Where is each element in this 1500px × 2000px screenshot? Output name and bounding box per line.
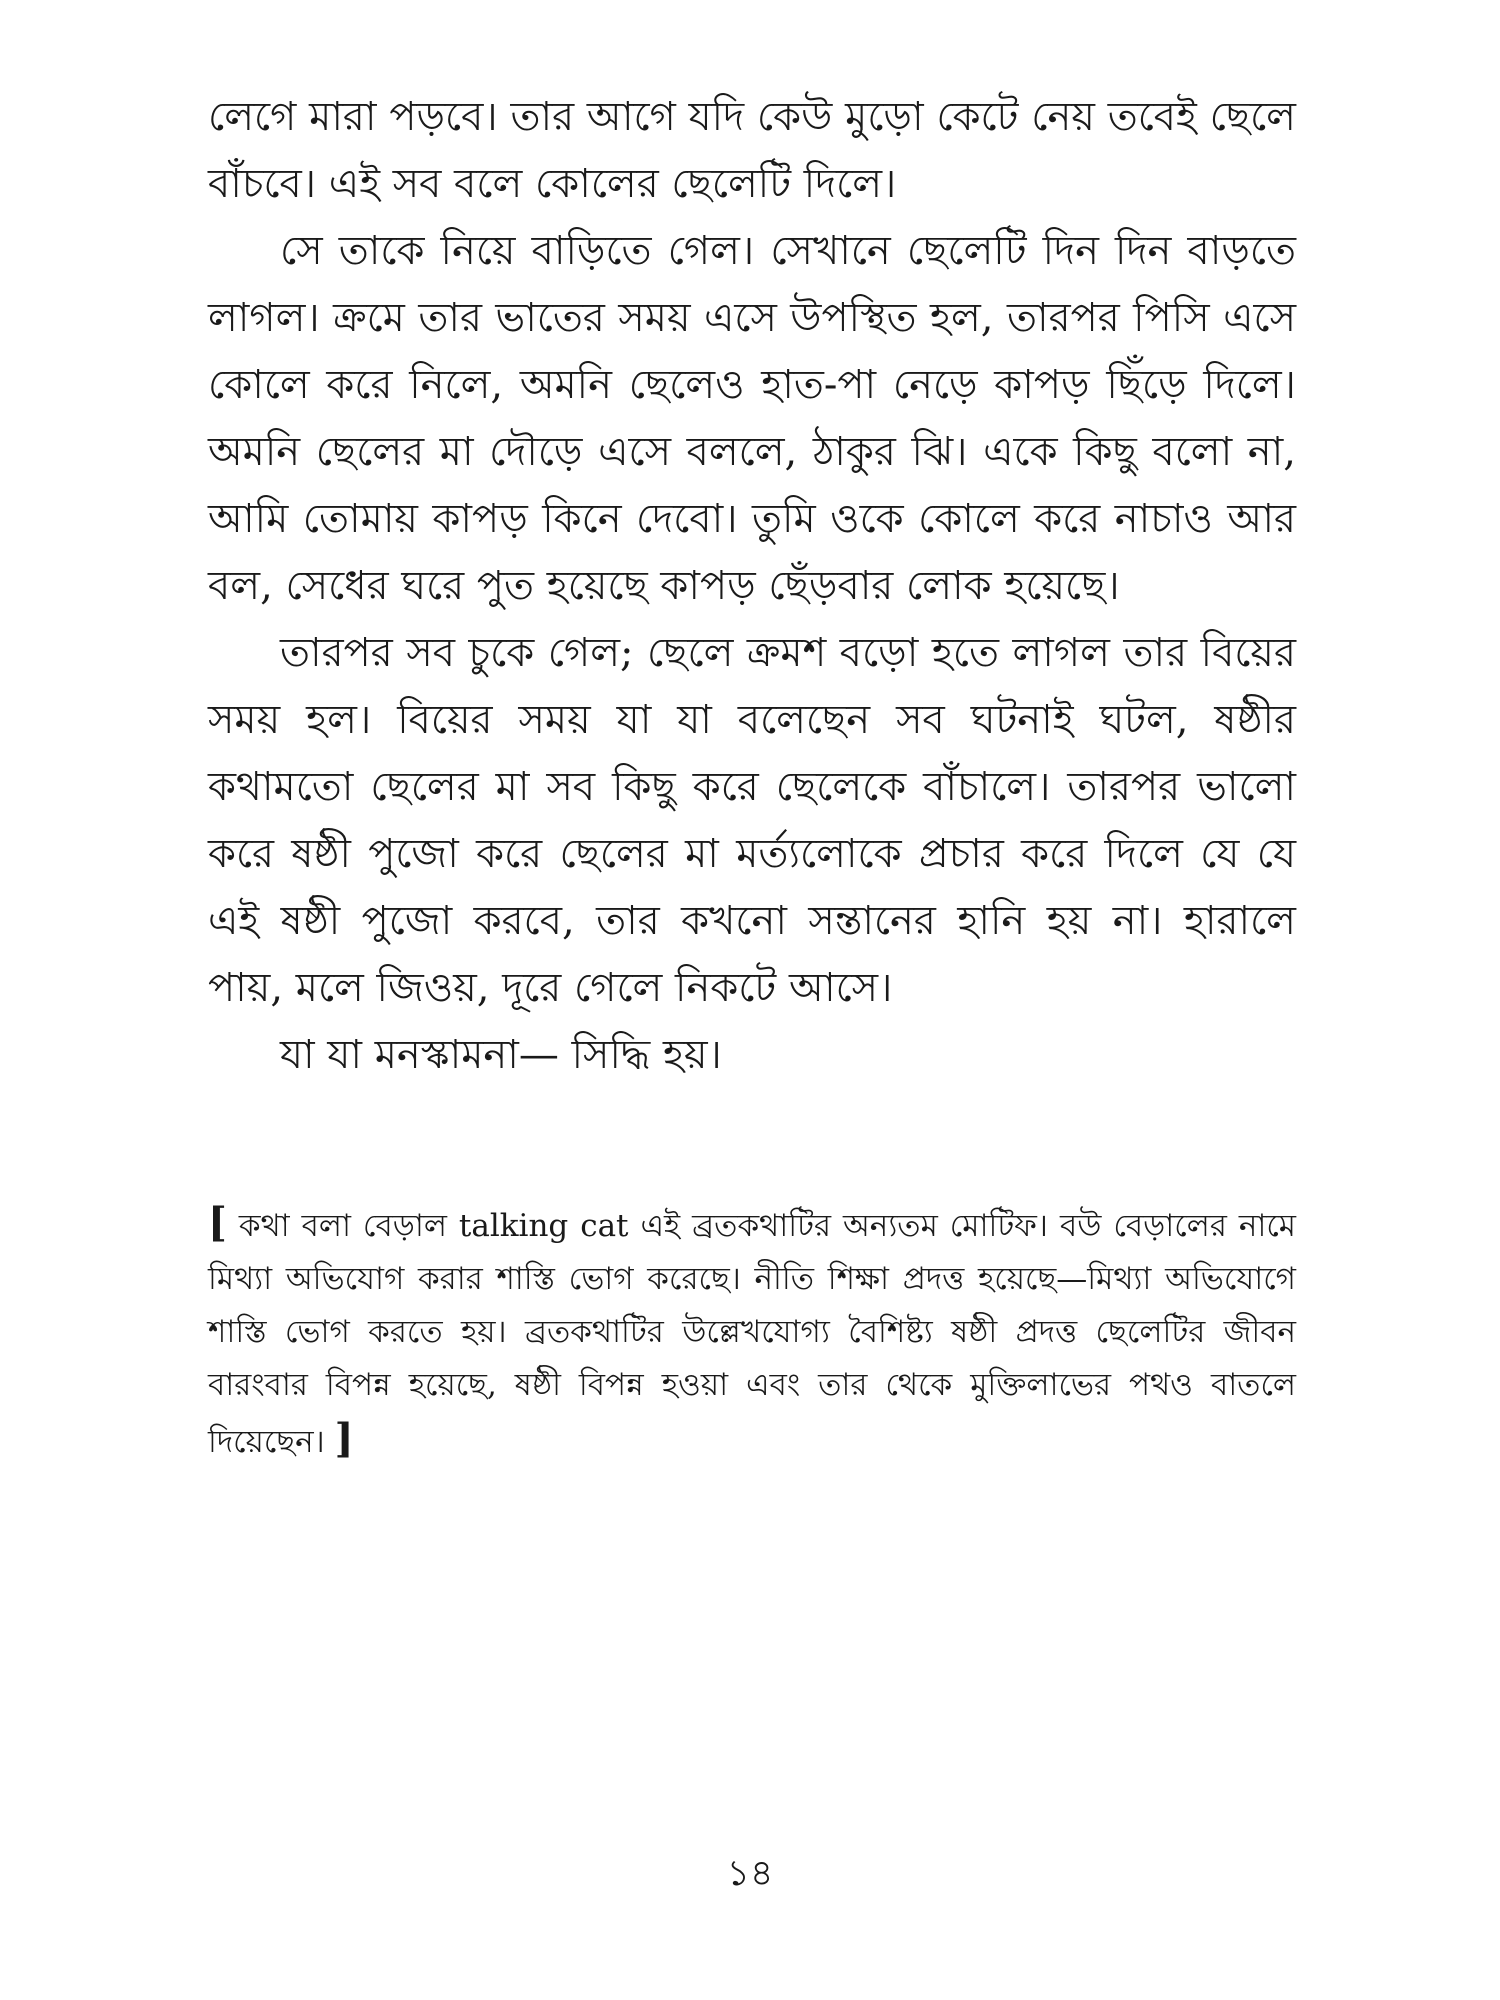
editorial-note [208, 1196, 1296, 1469]
paragraph-4: যা যা মনস্কামনা— সিদ্ধি হয়। [280, 1032, 722, 1078]
note-close-bracket: ] [334, 1415, 354, 1462]
paragraph-2: সে তাকে নিয়ে বাড়িতে গেল। সেখানে ছেলেটি দিন দিন বাড়তে লাগল। ক্রমে তার ভাতের সময় এসে উপস্থিত হল, তারপর পিসি এসে কোলে করে নিলে, অমনি ছেলেও হাত-পা নেড়ে কাপড় ছিঁড়ে দিলে। অমনি ছেলের মা দৌড়ে এসে বললে, ঠাকুর ঝি। একে কিছু বলো না, আমি তোমায় কাপড় কিনে দেবো। তুমি ওকে কোলে করে নাচাও আর বল, সেধের ঘরে পুত হয়েছে কাপড় ছেঁড়বার লোক হয়েছে। [208, 228, 1296, 609]
page-number: ১৪ [726, 1853, 774, 1894]
note-open-bracket: [ [208, 1199, 227, 1246]
main-text [208, 84, 1296, 1089]
paragraph-1: লেগে মারা পড়বে। তার আগে যদি কেউ মুড়ো কেটে নেয় তবেই ছেলে বাঁচবে। এই সব বলে কোলের ছেলেটি দিলে। [208, 94, 1296, 207]
paragraph-3: তারপর সব চুকে গেল; ছেলে ক্রমশ বড়ো হতে লাগল তার বিয়ের সময় হল। বিয়ের সময় যা যা বলেছেন সব ঘটনাই ঘটল, ষষ্ঠীর কথামতো ছেলের মা সব কিছু করে ছেলেকে বাঁচালে। তারপর ভালো করে ষষ্ঠী পুজো করে ছেলের মা মর্ত্যলোকে প্রচার করে দিলে যে যে এই ষষ্ঠী পুজো করবে, তার কখনো সন্তানের হানি হয় না। হারালে পায়, মলে জিওয়, দূরে গেলে নিকটে আসে। [208, 630, 1296, 1011]
note-text: কথা বলা বেড়াল talking cat এই ব্রতকথাটির অন্যতম মোটিফ। বউ বেড়ালের নামে মিথ্যা অভিযোগ করার শাস্তি ভোগ করেছে। নীতি শিক্ষা প্রদত্ত হয়েছে—মিথ্যা অভিযোগে শাস্তি ভোগ করতে হয়। ব্রতকথাটির উল্লেখযোগ্য বৈশিষ্ট্য ষষ্ঠী প্রদত্ত ছেলেটির জীবন বারংবার বিপন্ন হয়েছে, ষষ্ঠী বিপন্ন হওয়া এবং তার থেকে মুক্তিলাভের পথও বাতলে দিয়েছেন। [208, 1208, 1296, 1460]
